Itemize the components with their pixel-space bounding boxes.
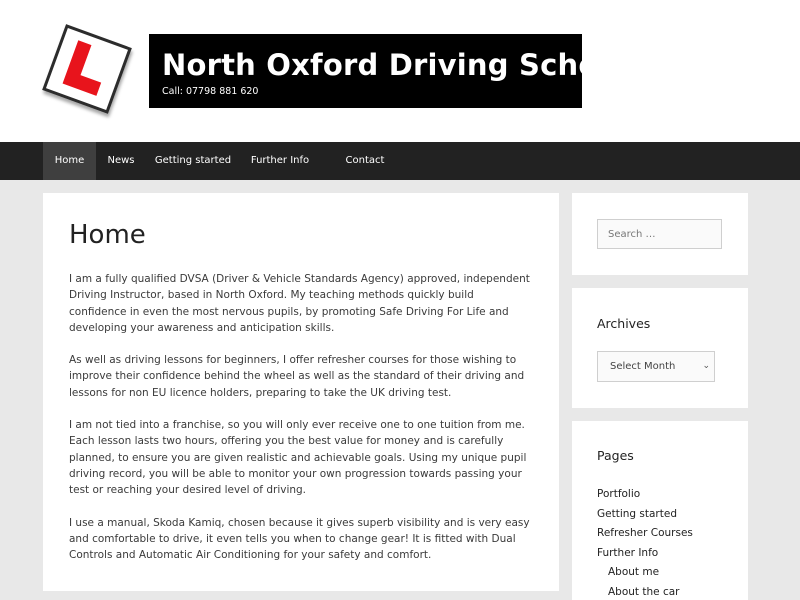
archives-select[interactable]	[597, 351, 715, 382]
pages-title: Pages	[597, 448, 634, 463]
page-link-portfolio[interactable]: Portfolio	[597, 488, 641, 500]
site-logo[interactable]	[48, 30, 128, 110]
site-branding	[149, 34, 629, 108]
page-link-getting-started[interactable]: Getting started	[597, 507, 677, 520]
search-input[interactable]	[597, 219, 722, 249]
page-title: Home	[69, 220, 146, 250]
archives-widget	[572, 288, 748, 408]
pages-widget	[572, 421, 748, 600]
nav-item-home[interactable]: Home	[43, 142, 96, 180]
l-plate-letter-icon	[46, 28, 128, 110]
site-tagline: Call: 07798 881 620	[162, 86, 259, 97]
learner-plate-icon	[42, 24, 132, 114]
intro-paragraph: I am a fully qualified DVSA (Driver & Vehicle Standards Agency) approved, independent Driving Instructor, based in North Oxford. My teaching methods quickly build confidence in even the most nervous pupils, by promoting Safe Driving For Life and developing your awareness and anticipation skills.	[69, 273, 530, 334]
main-content	[43, 193, 559, 591]
search-widget	[572, 193, 748, 275]
archives-title: Archives	[597, 316, 651, 331]
main-navigation	[0, 142, 800, 180]
nav-item-further-info[interactable]: Further Info	[250, 155, 310, 166]
nav-item-getting-started[interactable]: Getting started	[154, 155, 232, 166]
courses-paragraph: As well as driving lessons for beginners, I offer refresher courses for those wishing to improve their confidence behind the wheel as well as the standard of their driving and lessons for non EU licence holders, preparing to take the UK driving test.	[69, 354, 525, 399]
site-title[interactable]: North Oxford Driving School	[162, 48, 629, 82]
site-header	[0, 0, 800, 142]
nav-item-news[interactable]: News	[107, 155, 135, 166]
tuition-paragraph: I am not tied into a franchise, so you will only ever receive one to one tuition from me. Each lesson lasts two hours, offering you the best value for money and is carefully planned, to ensure you are given realistic and achievable goals. Using my unique pupil driving record, you will be able to monitor your own progression towards passing your test or reaching your desired level of driving.	[69, 419, 527, 497]
page-link-refresher-courses[interactable]: Refresher Courses	[597, 527, 693, 540]
pages-list	[597, 485, 693, 600]
nav-item-contact[interactable]: Contact	[345, 155, 385, 166]
page-link-further-info[interactable]: Further Info	[597, 546, 659, 559]
chevron-down-icon: ⌄	[702, 361, 710, 371]
page-link-about-the-car[interactable]: About the car	[608, 585, 680, 598]
car-paragraph: I use a manual, Skoda Kamiq, chosen because it gives superb visibility and is very easy and comfortable to drive, it even tells you when to change gear! It is fitted with Dual Controls and Automatic Air Conditioning for your safety and comfort.	[69, 516, 530, 562]
page-link-about-me[interactable]: About me	[608, 566, 660, 579]
archives-select-value: Select Month	[610, 361, 676, 372]
